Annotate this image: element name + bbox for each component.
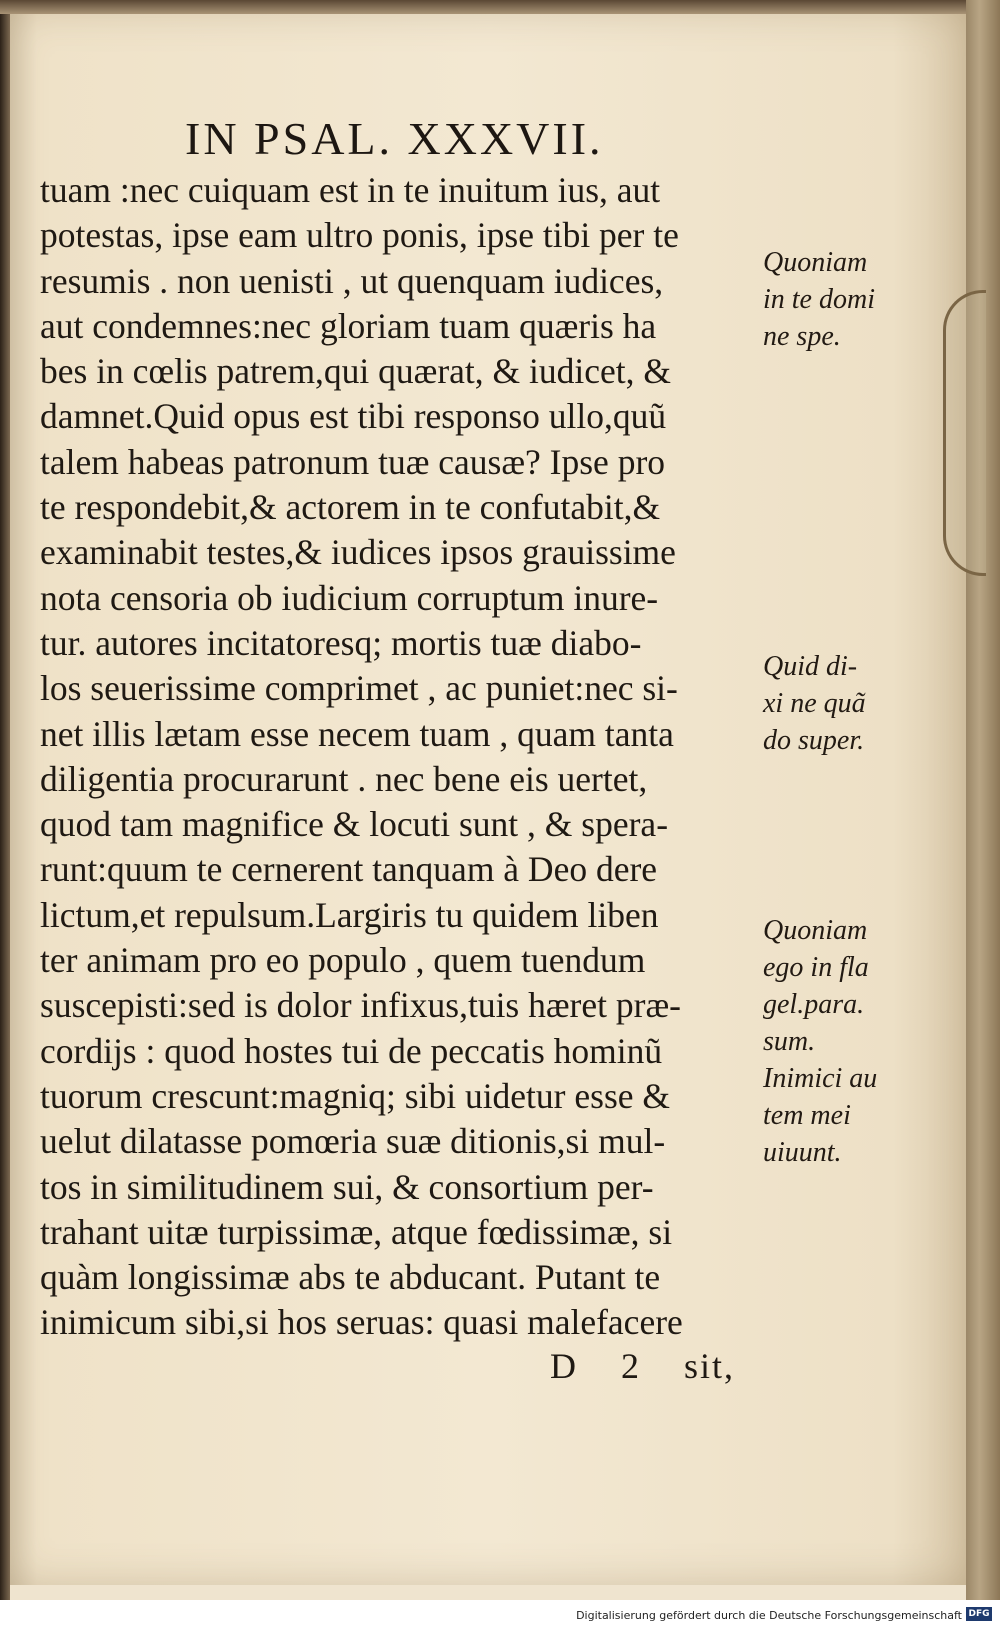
margin-note-line: uiuunt. (763, 1137, 842, 1168)
running-head: IN PSAL. XXXVII. (185, 113, 604, 164)
show-through-text (785, 160, 925, 190)
body-line: los seuerissime comprimet , ac puniet:nec si- (40, 668, 678, 709)
top-board-edge (0, 0, 1000, 14)
dfg-logo: DFG (966, 1607, 992, 1621)
body-line: trahant uitæ turpissimæ, atque fœdissimæ, si (40, 1211, 673, 1252)
body-line: runt:quum te cernerent tanquam à Deo dere (40, 849, 658, 890)
body-line: resumis . non uenisti , ut quenquam iudices, (40, 260, 664, 301)
margin-note-line: Quid di- (763, 651, 858, 682)
body-line: aut condemnes:nec gloriam tuam quæris ha (40, 305, 657, 346)
body-line: lictum,et repulsum.Largiris tu quidem liben (40, 894, 659, 935)
body-line: inimicum sibi,si hos seruas: quasi malefacere (40, 1302, 683, 1343)
body-line: talem habeas patronum tuæ causæ? Ipse pro (40, 441, 666, 482)
body-line: te respondebit,& actorem in te confutabit,& (40, 487, 661, 528)
body-line: tuorum crescunt:magniq; sibi uidetur esse & (40, 1075, 671, 1116)
margin-note-line: Quoniam (763, 915, 868, 946)
margin-note-line: in te domi (763, 284, 875, 315)
digitization-footer (0, 1600, 1000, 1630)
body-line: nota censoria ob iudicium corruptum inure- (40, 577, 659, 618)
margin-note-line: Quoniam (763, 247, 868, 278)
body-line: quàm longissimæ abs te abducant. Putant te (40, 1257, 661, 1298)
signature-number: 2 (621, 1346, 641, 1386)
body-line: uelut dilatasse pomœria suæ ditionis,si mul- (40, 1121, 666, 1162)
margin-note-line: tem mei (763, 1100, 851, 1131)
margin-note-line: do super. (763, 725, 865, 756)
signature-mark: D (550, 1346, 578, 1386)
body-line: tuam :nec cuiquam est in te inuitum ius, aut (40, 170, 661, 210)
margin-note-line: ego in fla (763, 952, 869, 983)
body-text (40, 168, 760, 1346)
margin-note-1 (763, 244, 913, 355)
body-line: potestas, ipse eam ultro ponis, ipse tibi per te (40, 215, 679, 256)
margin-note-line: sum. (763, 1026, 816, 1057)
footer-credit: Digitalisierung gefördert durch die Deutsche Forschungsgemeinschaft (576, 1609, 962, 1622)
margin-note-line: xi ne quã (763, 688, 866, 719)
body-line: cordijs : quod hostes tui de peccatis hominũ (40, 1030, 663, 1071)
body-line: tur. autores incitatoresq; mortis tuæ diabo- (40, 622, 642, 663)
binding-gutter (0, 0, 10, 1600)
margin-note-line: ne spe. (763, 321, 841, 352)
body-line: net illis lætam esse necem tuam , quam tanta (40, 713, 674, 754)
margin-note-line: gel.para. (763, 989, 865, 1020)
body-line: bes in cœlis patrem,qui quærat, & iudicet, & (40, 351, 671, 392)
clasp-strap (943, 290, 986, 576)
signature-line (550, 1345, 767, 1387)
body-line: suscepisti:sed is dolor infixus,tuis hæret præ- (40, 985, 681, 1026)
body-line: examinabit testes,& iudices ipsos grauissime (40, 532, 676, 573)
body-line: tos in similitudinem sui, & consortium per- (40, 1166, 654, 1207)
body-line: damnet.Quid opus est tibi responso ullo,quũ (40, 396, 667, 437)
cover-board (966, 0, 1000, 1600)
margin-note-line: Inimici au (763, 1063, 878, 1094)
margin-note-3 (763, 912, 913, 1171)
body-line: diligentia procurarunt . nec bene eis uertet, (40, 758, 648, 799)
body-line: ter animam pro eo populo , quem tuendum (40, 940, 646, 981)
margin-note-2 (763, 648, 913, 759)
catchword: sit, (684, 1346, 736, 1386)
body-line: quod tam magnifice & locuti sunt , & spera- (40, 804, 669, 845)
